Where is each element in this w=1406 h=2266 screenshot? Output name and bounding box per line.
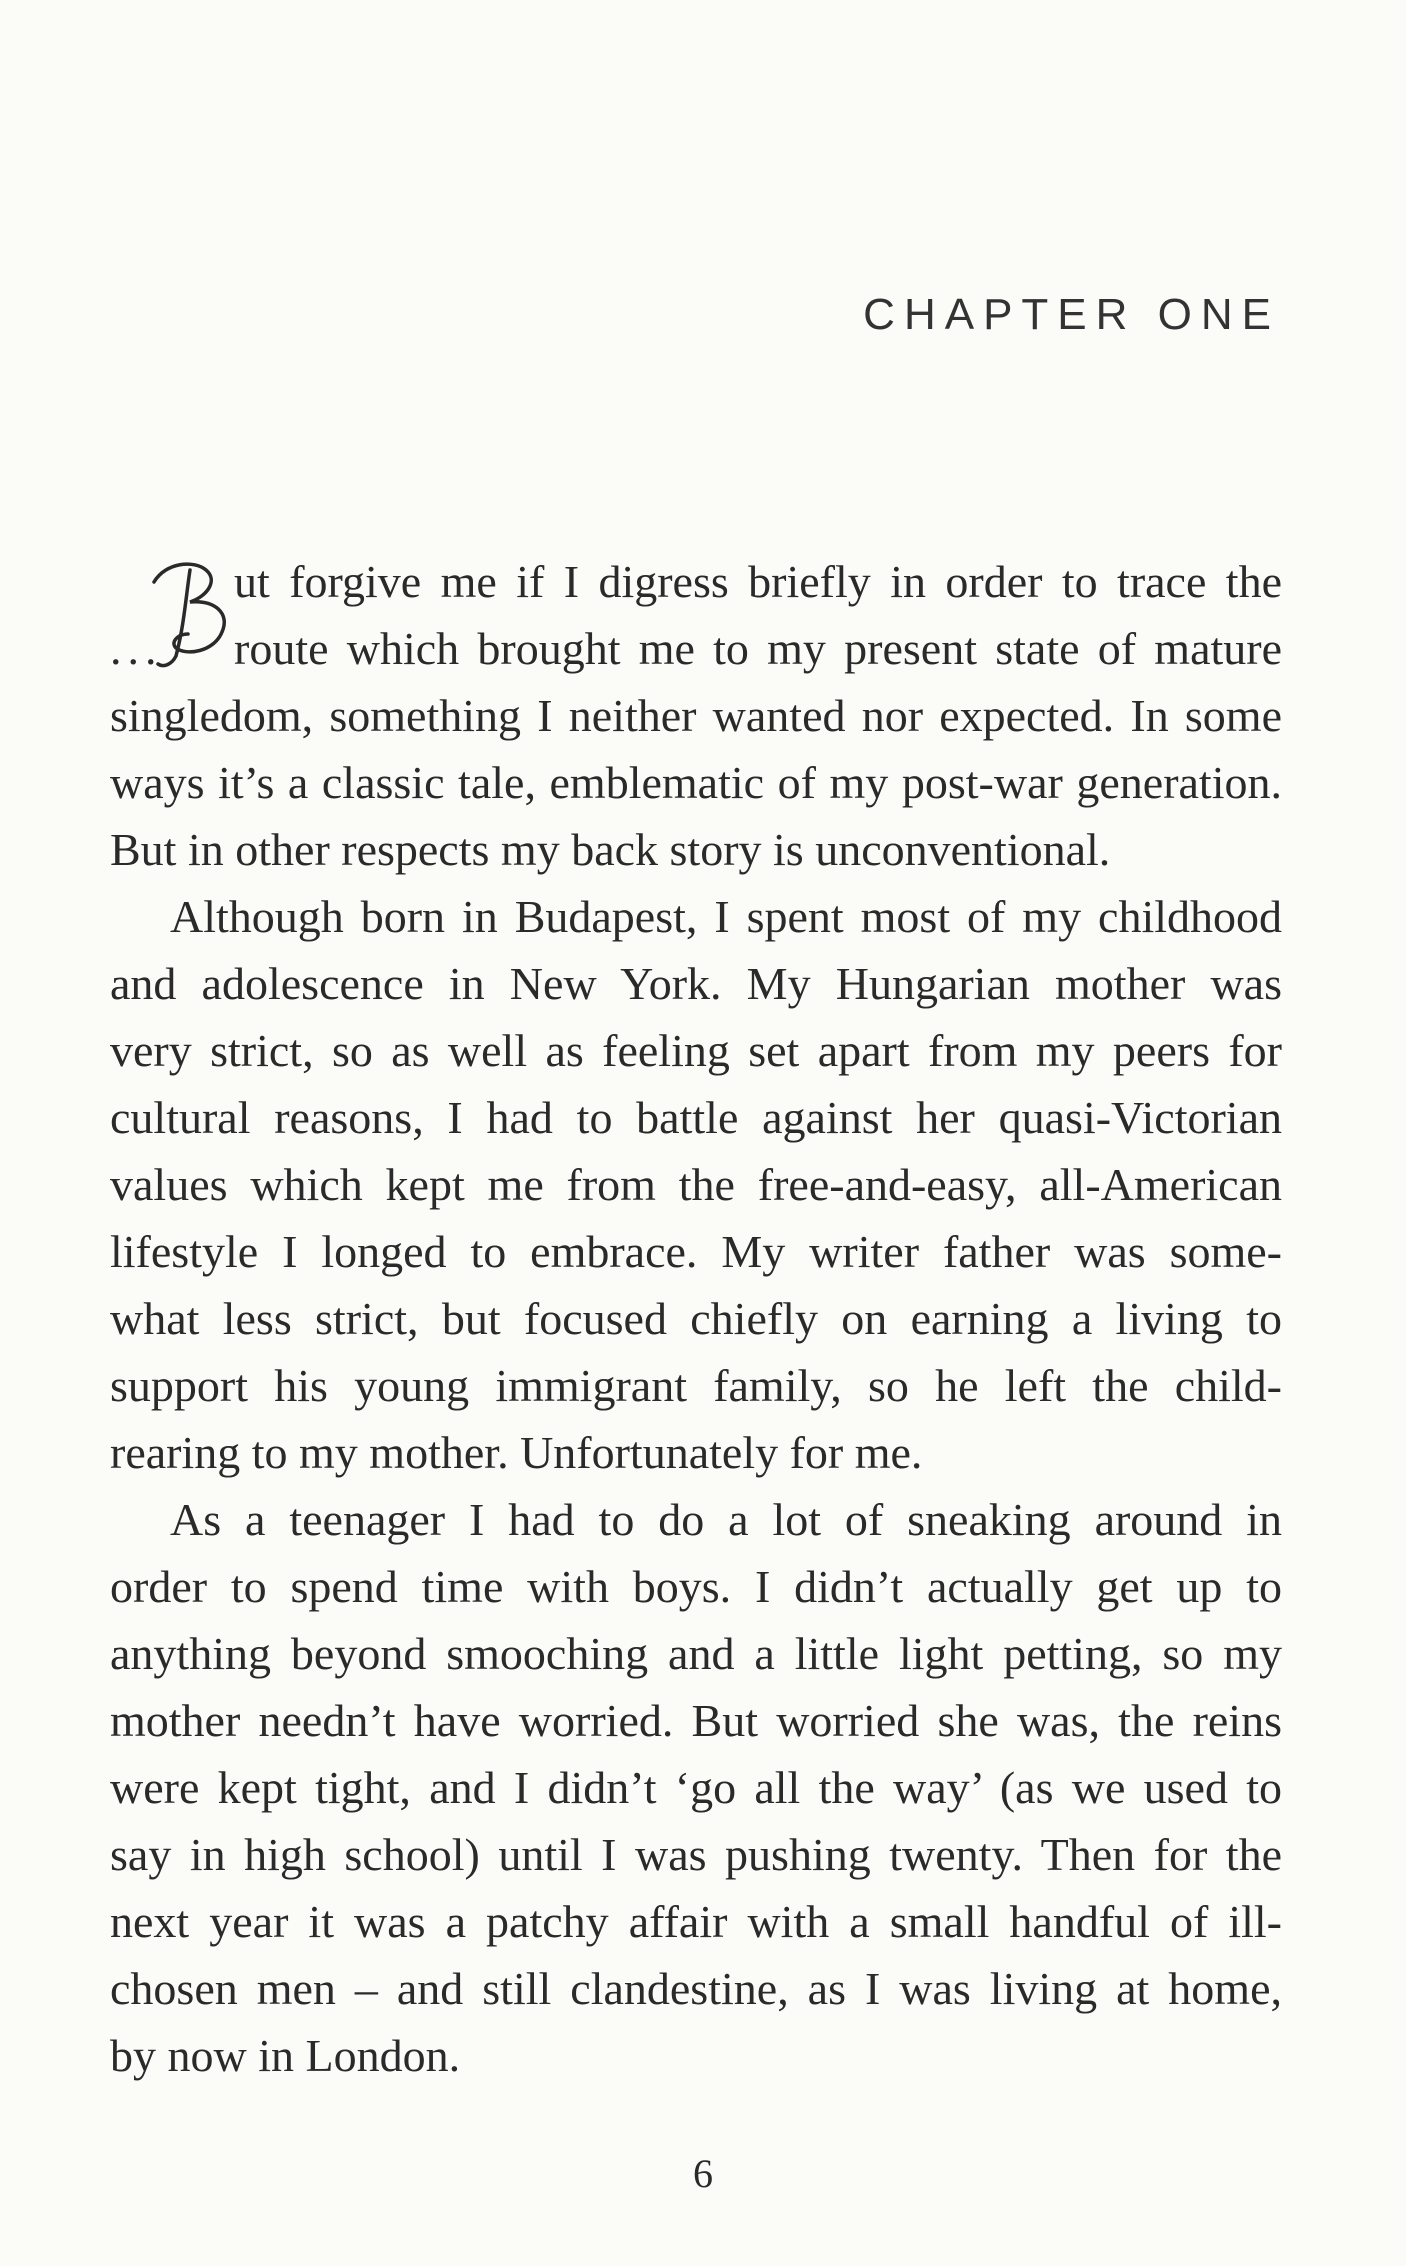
paragraph-3-line-4: mother needn’t have worried. But worried she was, the reins — [110, 1695, 1282, 1746]
paragraph-3-line-3: anything beyond smooching and a little light petting, so my — [110, 1628, 1282, 1679]
paragraph-3-line-8: chosen men – and still clandestine, as I was living at home, — [110, 1963, 1282, 2014]
paragraph-2-line-3: very strict, so as well as feeling set apart from my peers for — [110, 1025, 1282, 1076]
paragraph-3-line-6: say in high school) until I was pushing twenty. Then for the — [110, 1829, 1282, 1880]
paragraph-2-line-4: cultural reasons, I had to battle against her quasi-Victorian — [110, 1092, 1282, 1143]
page-number: 6 — [693, 2151, 713, 2196]
paragraph-2-line-7: what less strict, but focused chiefly on earning a living to — [110, 1293, 1282, 1344]
paragraph-3-line-5: were kept tight, and I didn’t ‘go all the way’ (as we used to — [110, 1762, 1282, 1813]
paragraph-2-line-9: rearing to my mother. Unfortunately for me. — [110, 1427, 923, 1478]
paragraph-2-line-5: values which kept me from the free-and-easy, all-American — [110, 1159, 1282, 1210]
paragraph-2-line-1: Although born in Budapest, I spent most of my childhood — [170, 891, 1282, 942]
body-text — [110, 548, 1282, 2089]
paragraph-1-line-2 — [110, 615, 1282, 682]
paragraph-2-line-2: and adolescence in New York. My Hungarian mother was — [110, 958, 1282, 1009]
paragraph-1-line-4: ways it’s a classic tale, emblematic of my post-war generation. — [110, 757, 1282, 808]
paragraph-2-line-6: lifestyle I longed to embrace. My writer father was some- — [110, 1226, 1282, 1277]
paragraph-3-line-1: As a teenager I had to do a lot of sneaking around in — [170, 1494, 1282, 1545]
paragraph-1-line-1: ut forgive me if I digress briefly in order to trace the — [234, 556, 1282, 607]
chapter-heading: CHAPTER ONE — [863, 290, 1280, 339]
paragraph-3-line-9: by now in London. — [110, 2030, 461, 2081]
paragraph-1-line-2-text: route which brought me to my present state of mature — [234, 623, 1282, 674]
paragraph-2-line-8: support his young immigrant family, so he left the child- — [110, 1360, 1282, 1411]
paragraph-3-line-2: order to spend time with boys. I didn’t actually get up to — [110, 1561, 1282, 1612]
paragraph-3-line-7: next year it was a patchy affair with a small handful of ill- — [110, 1896, 1282, 1947]
dropcap-lead-ellipsis: ... — [110, 623, 163, 674]
paragraph-1-line-5: But in other respects my back story is unconventional. — [110, 824, 1111, 875]
paragraph-1-line-3: singledom, something I neither wanted nor expected. In some — [110, 690, 1282, 741]
